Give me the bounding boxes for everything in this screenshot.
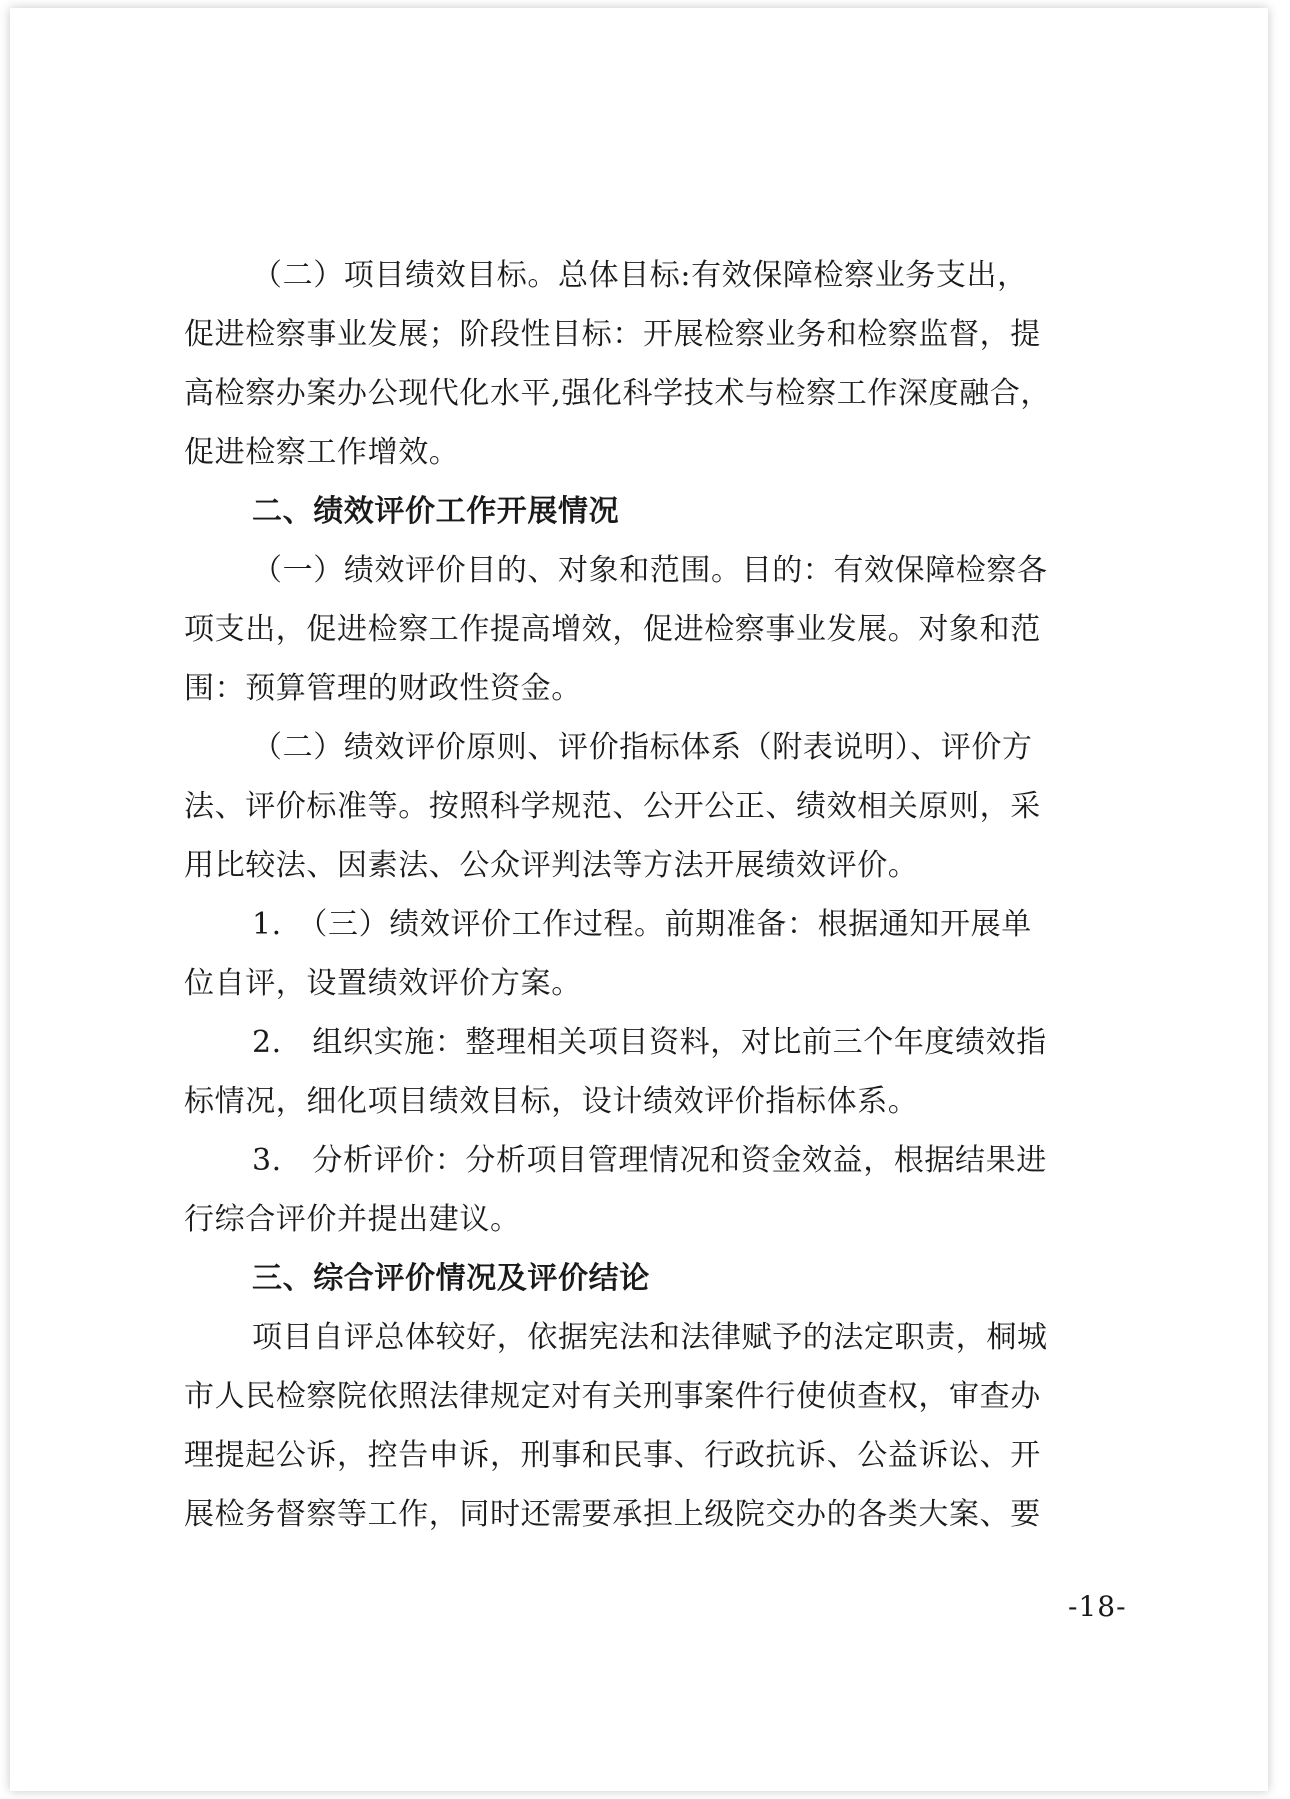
page-number: -18- xyxy=(1068,1590,1127,1623)
text-line: 行综合评价并提出建议。 xyxy=(184,1202,521,1237)
text-line: 围：预算管理的财政性资金。 xyxy=(184,671,582,706)
document-page xyxy=(10,8,1268,1791)
text-line: 法、评价标准等。按照科学规范、公开公正、绩效相关原则，采 xyxy=(184,789,1041,824)
document-body xyxy=(184,246,1132,1544)
text-line: 位自评，设置绩效评价方案。 xyxy=(184,966,582,1001)
text-line: 项支出，促进检察工作提高增效，促进检察事业发展。对象和范 xyxy=(184,612,1041,647)
paragraph-purpose-scope xyxy=(184,541,1132,718)
text-line: 3. 分析评价：分析项目管理情况和资金效益，根据结果进 xyxy=(252,1143,1047,1178)
text-line: 展检务督察等工作，同时还需要承担上级院交办的各类大案、要 xyxy=(184,1497,1041,1532)
text-line: （一）绩效评价目的、对象和范围。目的：有效保障检察各 xyxy=(252,553,1048,588)
text-line: （二）项目绩效目标。总体目标:有效保障检察业务支出， xyxy=(252,258,1028,293)
text-line: 1. （三）绩效评价工作过程。前期准备：根据通知开展单 xyxy=(252,907,1032,942)
paragraph-principles xyxy=(184,718,1132,895)
text-line: 市人民检察院依照法律规定对有关刑事案件行使侦查权，审查办 xyxy=(184,1379,1041,1414)
section-heading-2: 二、绩效评价工作开展情况 xyxy=(252,494,620,529)
paragraph-project-goals xyxy=(184,246,1132,482)
text-line: 2. 组织实施：整理相关项目资料，对比前三个年度绩效指 xyxy=(252,1025,1047,1060)
text-line: 高检察办案办公现代化水平,强化科学技术与检察工作深度融合， xyxy=(184,376,1051,411)
list-item-1 xyxy=(184,895,1132,1013)
text-line: 用比较法、因素法、公众评判法等方法开展绩效评价。 xyxy=(184,848,919,883)
text-line: 促进检察工作增效。 xyxy=(184,435,460,470)
text-line: 标情况，细化项目绩效目标，设计绩效评价指标体系。 xyxy=(184,1084,919,1119)
list-item-3 xyxy=(184,1131,1132,1249)
text-line: 促进检察事业发展；阶段性目标：开展检察业务和检察监督，提 xyxy=(184,317,1041,352)
text-line: 理提起公诉，控告申诉，刑事和民事、行政抗诉、公益诉讼、开 xyxy=(184,1438,1041,1473)
text-line: （二）绩效评价原则、评价指标体系（附表说明）、评价方 xyxy=(252,730,1033,765)
list-item-2 xyxy=(184,1013,1132,1131)
text-line: 项目自评总体较好，依据宪法和法律赋予的法定职责，桐城 xyxy=(252,1320,1048,1355)
paragraph-conclusion xyxy=(184,1308,1132,1544)
section-heading-3: 三、综合评价情况及评价结论 xyxy=(252,1261,650,1296)
